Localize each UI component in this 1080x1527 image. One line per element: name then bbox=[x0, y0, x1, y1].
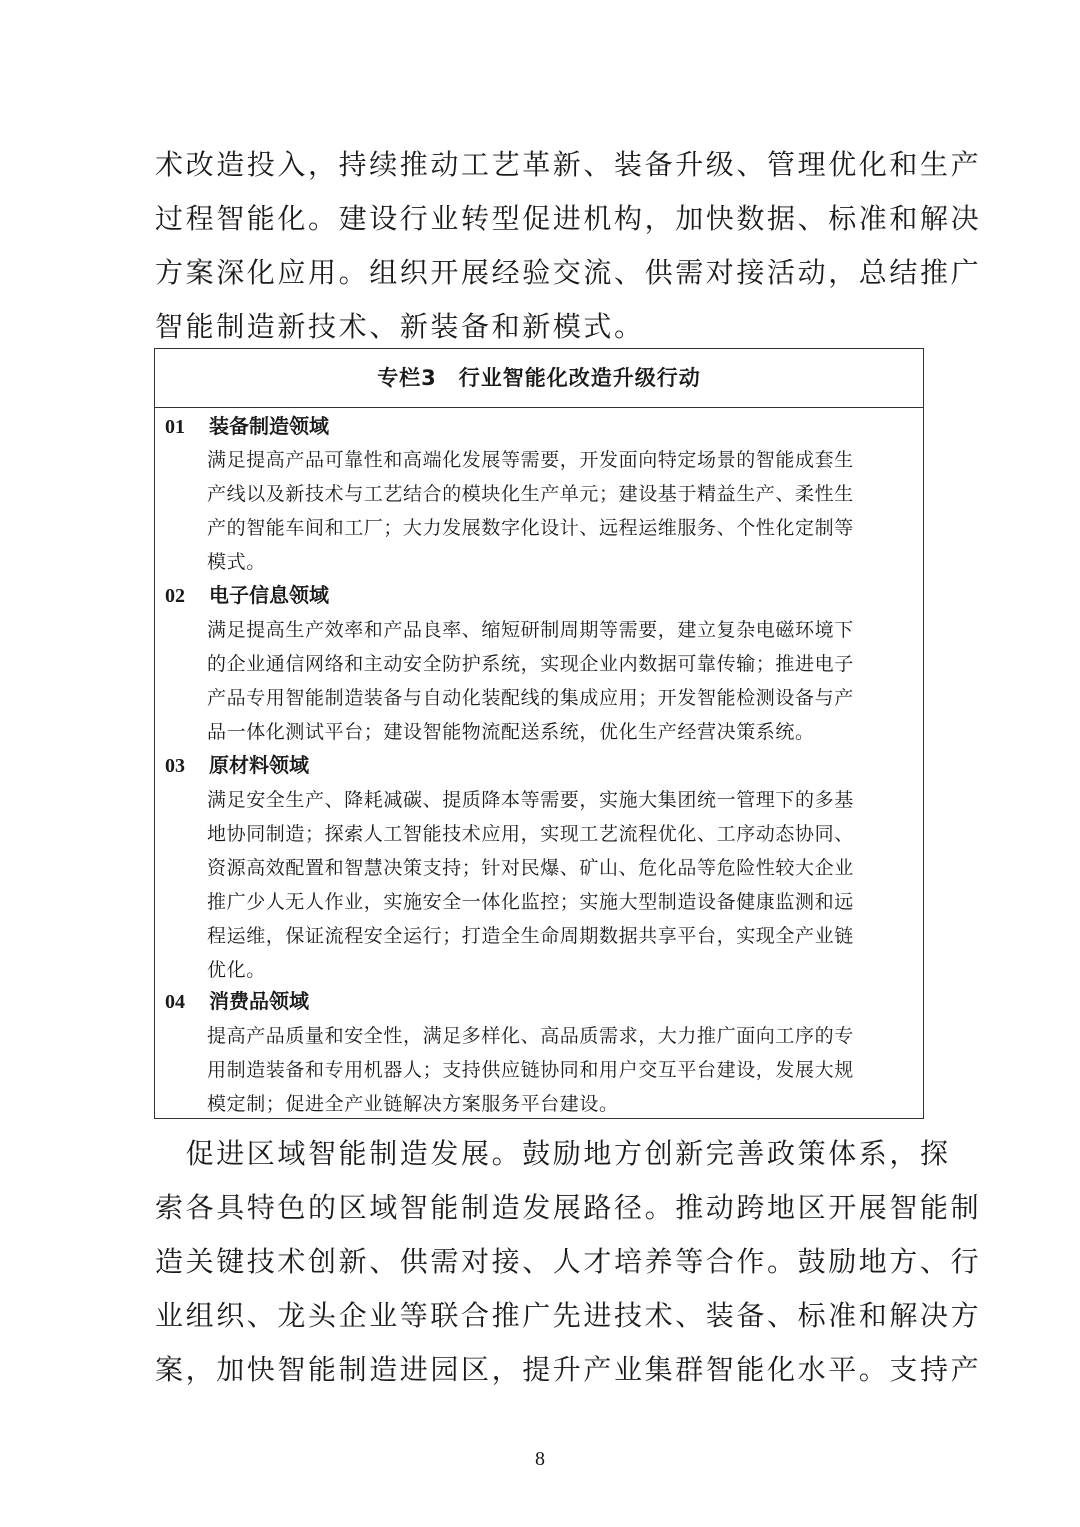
section-text-line: 产线以及新技术与工艺结合的模块化生产单元；建设基于精益生产、柔性生 bbox=[207, 483, 854, 505]
section-heading bbox=[165, 411, 329, 441]
section-text-line: 满足安全生产、降耗减碳、提质降本等需要，实施大集团统一管理下的多基 bbox=[207, 789, 854, 811]
section-text-line: 地协同制造；探索人工智能技术应用，实现工艺流程优化、工序动态协同、 bbox=[207, 823, 854, 845]
section-text-line: 满足提高生产效率和产品良率、缩短研制周期等需要，建立复杂电磁环境下 bbox=[207, 619, 854, 641]
section-text-line: 模定制；促进全产业链解决方案服务平台建设。 bbox=[207, 1093, 619, 1115]
intro-line: 智能制造新技术、新装备和新模式。 bbox=[155, 310, 645, 343]
body-line: 造关键技术创新、供需对接、人才培养等合作。鼓励地方、行 bbox=[155, 1245, 982, 1278]
section-number: 01 bbox=[165, 416, 185, 438]
column-title: 专栏3 行业智能化改造升级行动 bbox=[155, 349, 923, 408]
section-text-line: 程运维，保证流程安全运行；打造全生命周期数据共享平台，实现全产业链 bbox=[207, 925, 854, 947]
section-text-line: 的企业通信网络和主动安全防护系统，实现企业内数据可靠传输；推进电子 bbox=[207, 653, 854, 675]
body-line: 业组织、龙头企业等联合推广先进技术、装备、标准和解决方 bbox=[155, 1299, 982, 1332]
section-text-line: 满足提高产品可靠性和高端化发展等需要，开发面向特定场景的智能成套生 bbox=[207, 449, 854, 471]
section-number: 04 bbox=[165, 991, 185, 1013]
intro-line: 方案深化应用。组织开展经验交流、供需对接活动，总结推广 bbox=[155, 256, 982, 289]
section-text-line: 推广少人无人作业，实施安全一体化监控；实施大型制造设备健康监测和远 bbox=[207, 891, 854, 913]
body-line: 案，加快智能制造进园区，提升产业集群智能化水平。支持产 bbox=[155, 1353, 982, 1386]
section-title: 电子信息领域 bbox=[209, 583, 329, 607]
section-heading bbox=[165, 986, 309, 1016]
section-heading bbox=[165, 750, 309, 780]
section-heading bbox=[165, 580, 329, 610]
column-box bbox=[154, 348, 924, 1119]
section-title: 装备制造领域 bbox=[209, 414, 329, 438]
intro-line: 术改造投入，持续推动工艺革新、装备升级、管理优化和生产 bbox=[155, 148, 982, 181]
section-title: 原材料领域 bbox=[209, 753, 309, 777]
section-text-line: 资源高效配置和智慧决策支持；针对民爆、矿山、危化品等危险性较大企业 bbox=[207, 857, 854, 879]
section-text-line: 提高产品质量和安全性，满足多样化、高品质需求，大力推广面向工序的专 bbox=[207, 1025, 854, 1047]
page-number: 8 bbox=[535, 1448, 545, 1470]
body-line: 索各具特色的区域智能制造发展路径。推动跨地区开展智能制 bbox=[155, 1191, 982, 1224]
section-number: 03 bbox=[165, 755, 185, 777]
section-text-line: 产的智能车间和工厂；大力发展数字化设计、远程运维服务、个性化定制等 bbox=[207, 517, 854, 539]
section-text-line: 模式。 bbox=[207, 551, 266, 573]
section-text-line: 优化。 bbox=[207, 959, 266, 981]
section-text-line: 用制造装备和专用机器人；支持供应链协同和用户交互平台建设，发展大规 bbox=[207, 1059, 854, 1081]
section-title: 消费品领域 bbox=[209, 989, 309, 1013]
section-text-line: 品一体化测试平台；建设智能物流配送系统，优化生产经营决策系统。 bbox=[207, 721, 815, 743]
section-number: 02 bbox=[165, 585, 185, 607]
section-text-line: 产品专用智能制造装备与自动化装配线的集成应用；开发智能检测设备与产 bbox=[207, 687, 854, 709]
intro-line: 过程智能化。建设行业转型促进机构，加快数据、标准和解决 bbox=[155, 202, 982, 235]
body-line: 促进区域智能制造发展。鼓励地方创新完善政策体系，探 bbox=[155, 1137, 951, 1170]
